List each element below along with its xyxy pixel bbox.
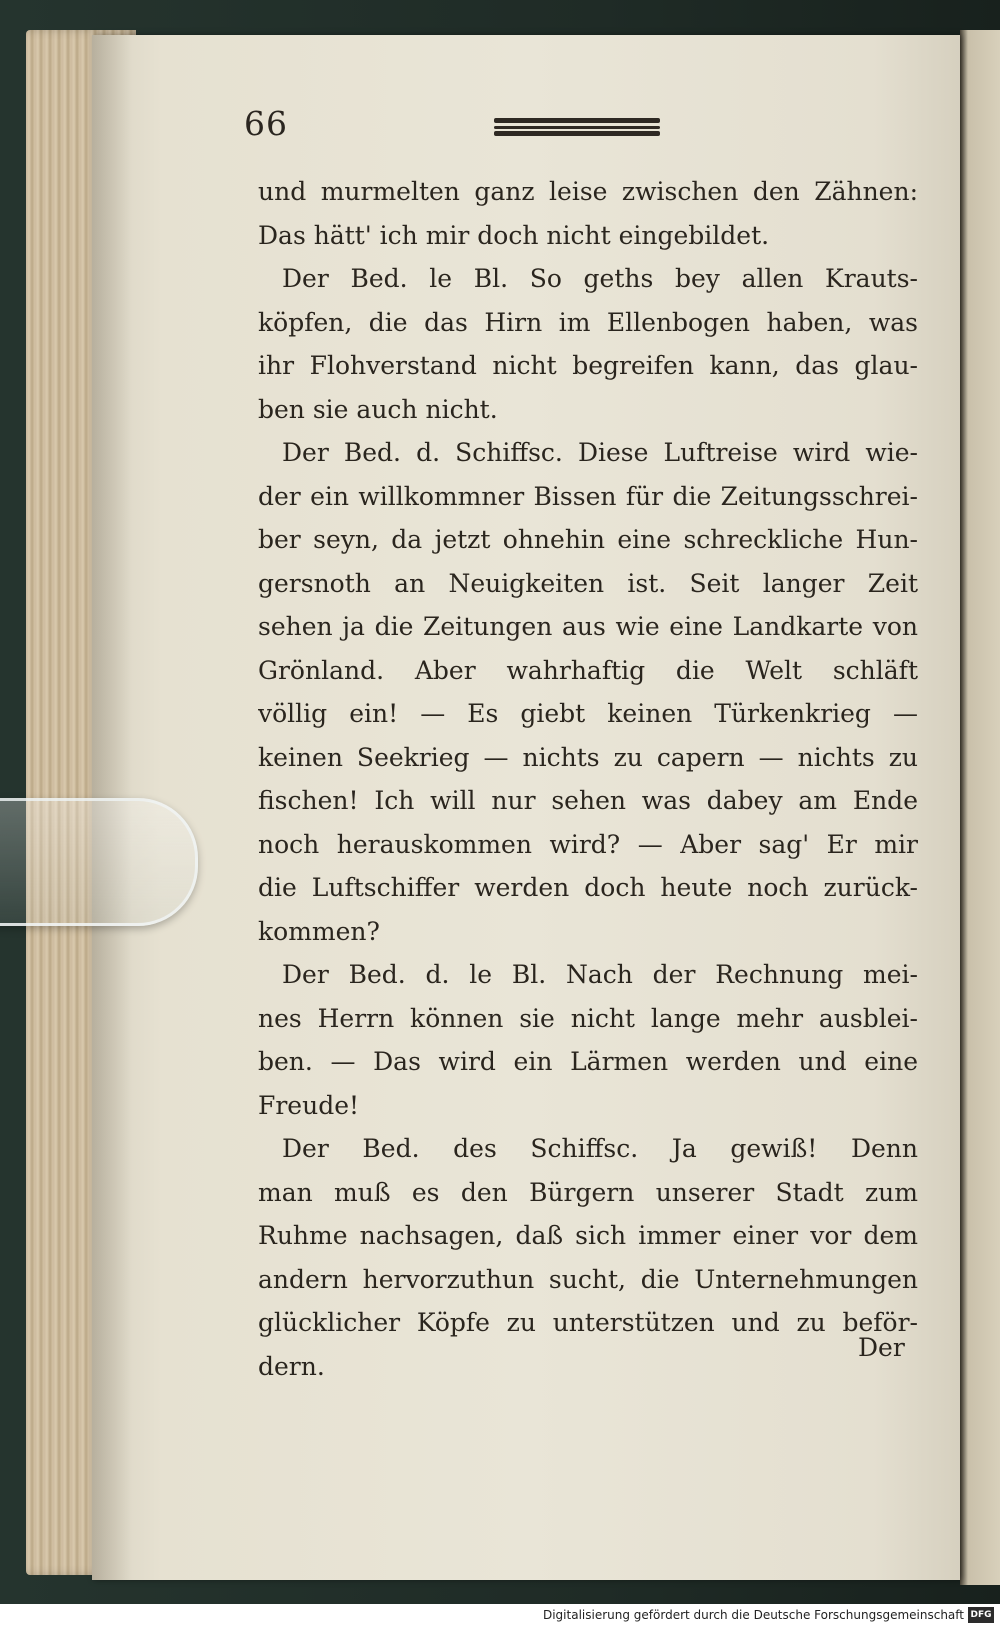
header-ornament (494, 118, 660, 136)
text-line: dern. (258, 1351, 325, 1381)
text-line: Der Bed. d. le Bl. Nach der Rechnung mei- (282, 960, 918, 989)
text-line: völlig ein! — Es giebt keinen Türkenkrieg — (258, 699, 918, 728)
text-line: andern hervorzuthun sucht, die Unternehmungen (258, 1264, 918, 1294)
text-line: glücklicher Köpfe zu unterstützen und zu beför- (258, 1308, 918, 1337)
text-line: Grönland. Aber wahrhaftig die Welt schläft (258, 655, 918, 685)
text-line: Der Bed. le Bl. So geths bey allen Krauts- (282, 264, 918, 293)
text-line: kommen? (258, 916, 380, 946)
text-line: der ein willkommner Bissen für die Zeitungsschrei- (258, 481, 918, 511)
text-line: und murmelten ganz leise zwischen den Zähnen: (258, 177, 918, 206)
text-line: Das hätt' ich mir doch nicht eingebildet. (258, 220, 770, 250)
text-line: sehen ja die Zeitungen aus wie eine Landkarte von (258, 612, 918, 641)
text-line: man muß es den Bürgern unserer Stadt zum (258, 1177, 918, 1207)
text-line: Ruhme nachsagen, daß sich immer einer vor dem (258, 1221, 918, 1250)
body-text (258, 170, 918, 1388)
text-line: ben. — Das wird ein Lärmen werden und eine (258, 1047, 918, 1076)
facing-page-edge (960, 30, 1000, 1585)
text-line: Der Bed. des Schiffsc. Ja gewiß! Denn (282, 1134, 918, 1163)
text-line: Der Bed. d. Schiffsc. Diese Luftreise wird wie- (282, 438, 918, 467)
text-line: ben sie auch nicht. (258, 394, 498, 424)
page-clip (0, 798, 198, 926)
text-line: ber seyn, da jetzt ohnehin eine schreckliche Hun- (258, 525, 918, 554)
text-line: Freude! (258, 1090, 360, 1120)
text-line: köpfen, die das Hirn im Ellenbogen haben, was (258, 307, 918, 337)
text-line: ihr Flohverstand nicht begreifen kann, das glau- (258, 351, 918, 380)
text-line: nes Herrn können sie nicht lange mehr ausblei- (258, 1003, 918, 1033)
text-line: noch herauskommen wird? — Aber sag' Er mir (258, 829, 918, 859)
footer-credit: Digitalisierung gefördert durch die Deutsche Forschungsgemeinschaft (542, 1608, 964, 1622)
catchword: Der (858, 1333, 905, 1362)
page-number: 66 (244, 104, 288, 143)
text-line: die Luftschiffer werden doch heute noch zurück- (258, 873, 918, 902)
text-line: fischen! Ich will nur sehen was dabey am Ende (258, 786, 918, 815)
text-line: keinen Seekrieg — nichts zu capern — nichts zu (258, 742, 918, 772)
dfg-logo: DFG (968, 1607, 994, 1623)
text-line: gersnoth an Neuigkeiten ist. Seit langer Zeit (258, 568, 918, 598)
